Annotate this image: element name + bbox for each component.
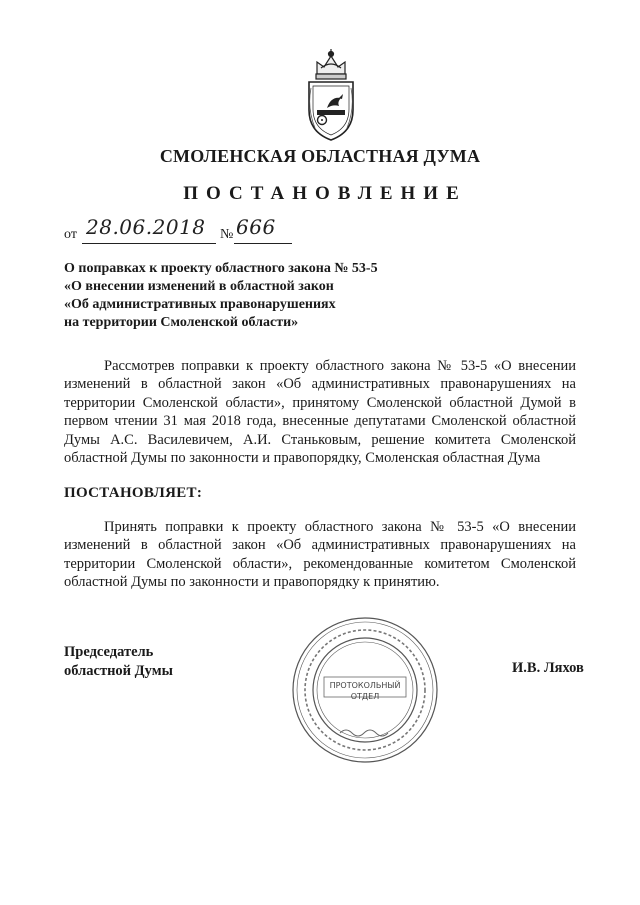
body-paragraph-resolution: Принять поправки к проекту областного закона № 53-5 «О внесении изменений в областной закон «Об административных правонарушениях на территории Смоленской области», рекомендованные комитетом Смоленской областной Думы по законности и правопорядку к принятию. bbox=[64, 519, 576, 591]
subject-line: «О внесении изменений в областной закон bbox=[64, 279, 334, 294]
subject-line: на территории Смоленской области» bbox=[64, 315, 299, 330]
date-underline bbox=[82, 243, 216, 244]
number-underline bbox=[234, 243, 292, 244]
stamp-text bbox=[327, 680, 403, 720]
date-prefix: от bbox=[64, 227, 77, 242]
number-prefix: № bbox=[220, 227, 234, 242]
handwritten-date: 28.06.2018 bbox=[86, 215, 206, 239]
subject-line: «Об административных правонарушениях bbox=[64, 297, 336, 312]
body-paragraph-considering: Рассмотрев поправки к проекту областного закона № 53-5 «О внесении изменений в областной закон «Об административных правонарушениях на территории Смоленской области», принятому Смоленской областной Думой в первом чтении 31 мая 2018 года, внесенные депутатами Смоленской областной Думы А.С. Василевичем, А.И. Станьковым, решение комитета Смоленской областной Думы по законности и правопорядку, Смоленская областная Дума bbox=[64, 358, 576, 467]
signatory-title bbox=[64, 643, 173, 681]
subject-block bbox=[64, 260, 464, 332]
decree-heading: ПОСТАНОВЛЯЕТ: bbox=[64, 485, 203, 501]
subject-line: О поправках к проекту областного закона № 53-5 bbox=[64, 261, 378, 276]
signatory-name: И.В. Ляхов bbox=[512, 660, 584, 676]
stamp-line: ПРОТОКОЛЬНЫЙ bbox=[329, 681, 401, 690]
organization-title: СМОЛЕНСКАЯ ОБЛАСТНАЯ ДУМА bbox=[159, 146, 481, 166]
signatory-title-line: областной Думы bbox=[64, 663, 173, 679]
document-type-heading: ПОСТАНОВЛЕНИЕ bbox=[183, 183, 467, 204]
smolensk-coat-of-arms-icon bbox=[295, 48, 367, 144]
stamp-line: ОТДЕЛ bbox=[350, 692, 380, 701]
signatory-title-line: Председатель bbox=[64, 644, 154, 660]
handwritten-number: 666 bbox=[236, 215, 276, 239]
